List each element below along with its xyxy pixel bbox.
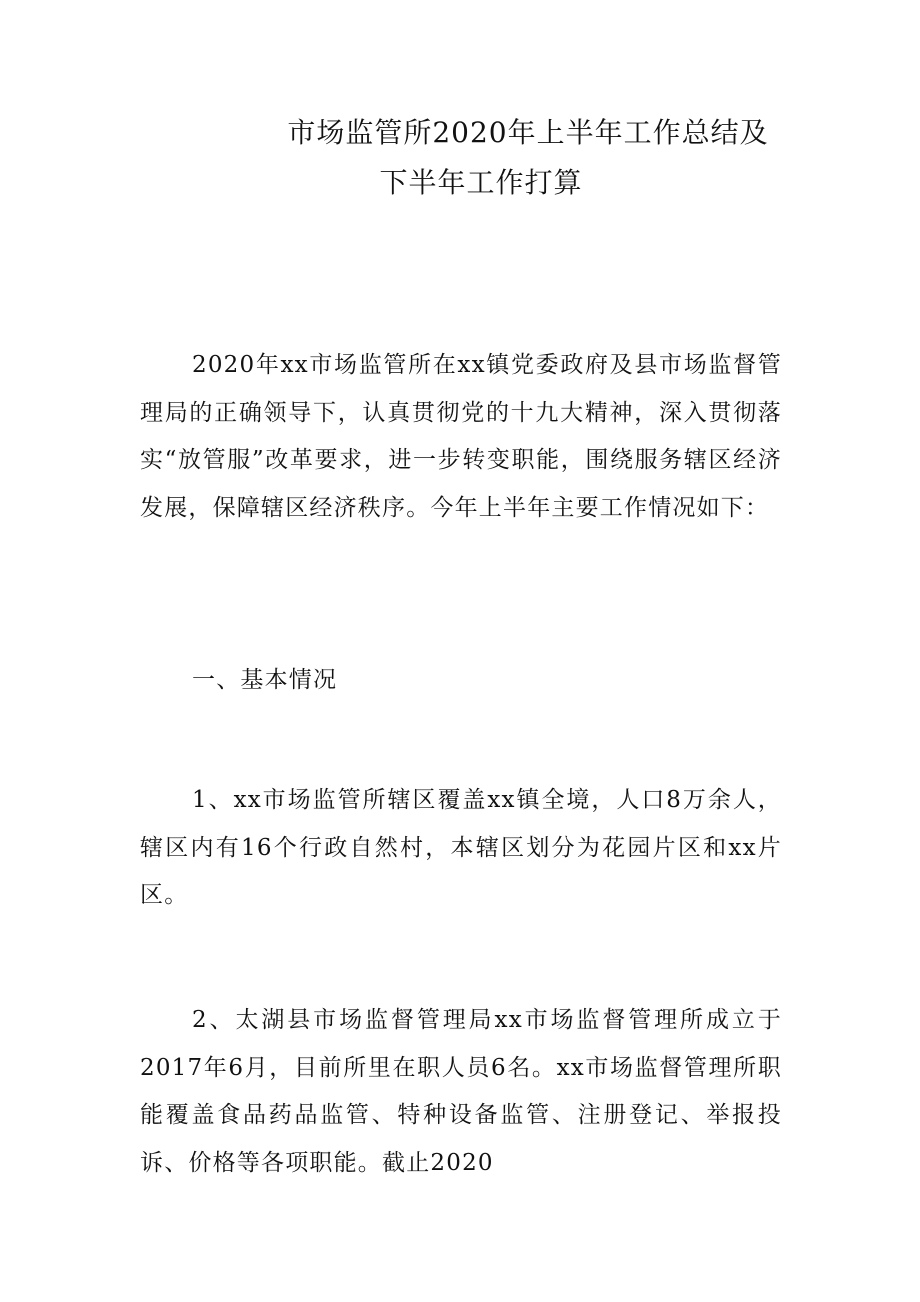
intro-paragraph: 2020年xx市场监管所在xx镇党委政府及县市场监督管理局的正确领导下，认真贯彻党的十九大精神，深入贯彻落实“放管服”改革要求，进一步转变职能，围绕服务辖区经济发展，保障辖区经济秩序。今年上半年主要工作情况如下： <box>140 352 782 521</box>
document-title-line2: 下半年工作打算 <box>379 166 583 199</box>
document-title-line1: 市场监管所2020年上半年工作总结及 <box>287 116 769 149</box>
section-heading-basic-situation: 一、基本情况 <box>192 667 338 693</box>
item-2-paragraph: 2、太湖县市场监督管理局xx市场监督管理所成立于2017年6月，目前所里在职人员6名。xx市场监督管理所职能覆盖食品药品监管、特种设备监管、注册登记、举报投诉、价格等各项职能。截止2020 <box>140 1007 782 1176</box>
item-1-paragraph: 1、xx市场监管所辖区覆盖xx镇全境，人口8万余人，辖区内有16个行政自然村，本辖区划分为花园片区和xx片区。 <box>140 787 782 908</box>
